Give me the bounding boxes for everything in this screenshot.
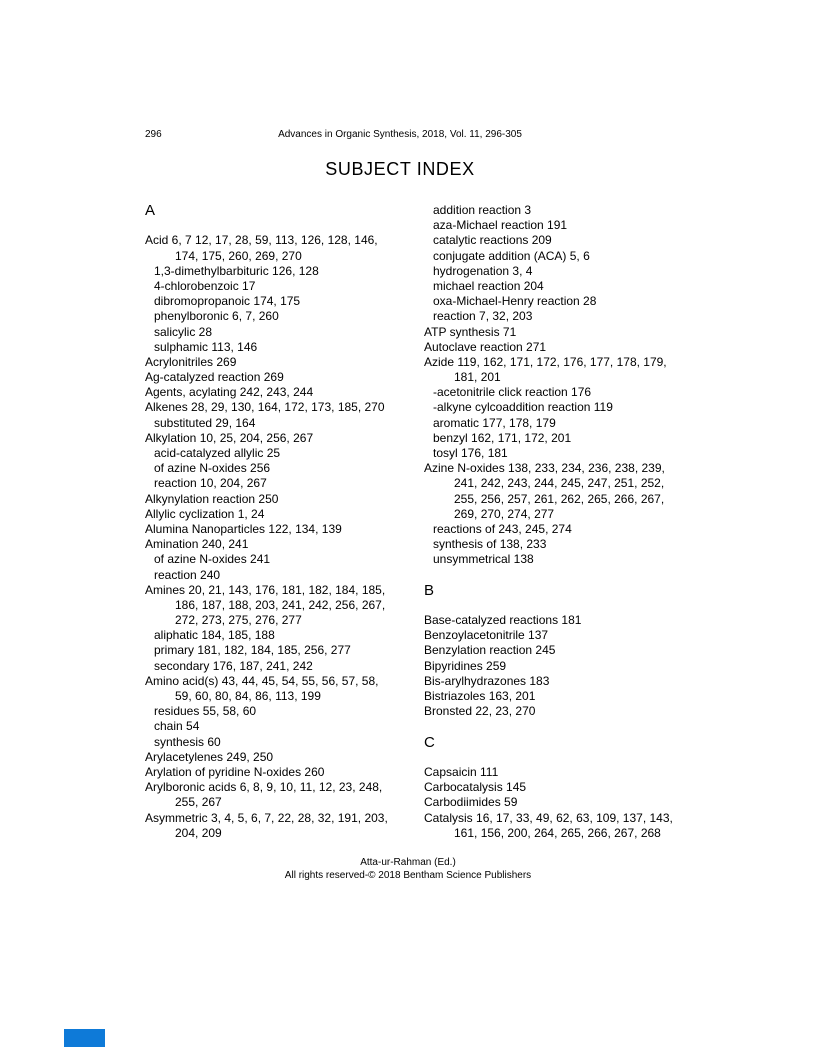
footer-editor: Atta-ur-Rahman (Ed.) xyxy=(360,857,456,868)
index-entry-line: synthesis of 138, 233 xyxy=(433,537,547,552)
index-entry-line: Acid 6, 7 12, 17, 28, 59, 113, 126, 128, 146, xyxy=(145,233,378,248)
spacer-line xyxy=(424,719,706,734)
page-footer xyxy=(0,856,816,882)
index-entry-line: salicylic 28 xyxy=(154,324,213,339)
index-entry-line: 174, 175, 260, 269, 270 xyxy=(175,248,302,263)
index-entry-line: Carbodiimides 59 xyxy=(424,795,518,810)
index-entry-line: Bronsted 22, 23, 270 xyxy=(424,704,536,719)
index-column-right xyxy=(424,203,706,841)
index-entry-line: Bipyridines 259 xyxy=(424,658,507,673)
spacer-line xyxy=(424,598,706,613)
index-entry-line: Benzoylacetonitrile 137 xyxy=(424,628,549,643)
index-entry-line: 4-chlorobenzoic 17 xyxy=(154,278,256,293)
spacer-line xyxy=(424,750,706,765)
index-entry-line: ATP synthesis 71 xyxy=(424,324,517,339)
index-entry-line: unsymmetrical 138 xyxy=(433,552,534,567)
index-entry-line: reaction 10, 204, 267 xyxy=(154,476,267,491)
spacer-line xyxy=(424,568,706,583)
index-entry-line: secondary 176, 187, 241, 242 xyxy=(154,658,313,673)
index-entry-line: Asymmetric 3, 4, 5, 6, 7, 22, 28, 32, 191, 203, xyxy=(145,810,388,825)
index-entry-line: 269, 270, 274, 277 xyxy=(454,506,555,521)
running-header xyxy=(0,128,800,142)
index-entry-line: reactions of 243, 245, 274 xyxy=(433,521,572,536)
index-entry-line: Amination 240, 241 xyxy=(145,537,249,552)
index-entry-line: aza-Michael reaction 191 xyxy=(433,218,568,233)
index-entry-line: reaction 7, 32, 203 xyxy=(433,309,533,324)
index-entry-line: of azine N-oxides 256 xyxy=(154,461,271,476)
index-entry-line: phenylboronic 6, 7, 260 xyxy=(154,309,279,324)
index-entry-line: Agents, acylating 242, 243, 244 xyxy=(145,385,314,400)
index-entry-line: 272, 273, 275, 276, 277 xyxy=(175,613,302,628)
index-entry-line: primary 181, 182, 184, 185, 256, 277 xyxy=(154,643,351,658)
index-entry-line: Allylic cyclization 1, 24 xyxy=(145,506,265,521)
index-entry-line: 255, 256, 257, 261, 262, 265, 266, 267, xyxy=(454,491,665,506)
page-title: SUBJECT INDEX xyxy=(325,159,475,179)
running-title: Advances in Organic Synthesis, 2018, Vol. 11, 296-305 xyxy=(278,129,522,140)
index-entry-line: Amines 20, 21, 143, 176, 181, 182, 184, 185, xyxy=(145,582,386,597)
index-column-left xyxy=(145,203,431,841)
index-entry-line: 161, 156, 200, 264, 265, 266, 267, 268 xyxy=(454,825,661,840)
index-entry-line: residues 55, 58, 60 xyxy=(154,704,257,719)
index-entry-line: Arylacetylenes 249, 250 xyxy=(145,749,274,764)
index-entry-line: acid-catalyzed allylic 25 xyxy=(154,446,281,460)
index-entry-line: Alkylation 10, 25, 204, 256, 267 xyxy=(145,430,314,445)
index-entry-line: Arylation of pyridine N-oxides 260 xyxy=(145,764,325,779)
index-entry-line: addition reaction 3 xyxy=(433,203,532,217)
index-entry-line: -acetonitrile click reaction 176 xyxy=(433,385,592,400)
index-entry-line: tosyl 176, 181 xyxy=(433,446,508,460)
section-letter: A xyxy=(145,202,156,219)
index-entry-line: Azide 119, 162, 171, 172, 176, 177, 178, 179, xyxy=(424,354,667,369)
index-entry-line: 181, 201 xyxy=(454,370,501,385)
index-entry-line: Autoclave reaction 271 xyxy=(424,339,547,354)
index-entry-line: reaction 240 xyxy=(154,567,221,582)
index-entry-line: dibromopropanoic 174, 175 xyxy=(154,294,301,309)
index-entry-line: michael reaction 204 xyxy=(433,278,544,293)
index-entry-line: Bistriazoles 163, 201 xyxy=(424,689,536,703)
index-entry-line: Catalysis 16, 17, 33, 49, 62, 63, 109, 137, 143, xyxy=(424,810,673,825)
index-entry-line: Carbocatalysis 145 xyxy=(424,780,527,795)
index-entry-line: 1,3-dimethylbarbituric 126, 128 xyxy=(154,263,319,278)
index-entry-line: aromatic 177, 178, 179 xyxy=(433,415,556,430)
spacer-line xyxy=(145,218,431,233)
footer-copyright: All rights reserved-© 2018 Bentham Science Publishers xyxy=(284,870,532,881)
index-entry-line: sulphamic 113, 146 xyxy=(154,339,258,354)
index-entry-line: Amino acid(s) 43, 44, 45, 54, 55, 56, 57, 58, xyxy=(145,673,379,688)
index-entry-line: 255, 267 xyxy=(175,795,222,810)
index-entry-line: substituted 29, 164 xyxy=(154,415,256,430)
index-entry-line: chain 54 xyxy=(154,719,200,734)
index-entry-line: catalytic reactions 209 xyxy=(433,233,552,248)
index-entry-line: Alumina Nanoparticles 122, 134, 139 xyxy=(145,521,342,536)
index-entry-line: Acrylonitriles 269 xyxy=(145,354,237,369)
index-entry-line: hydrogenation 3, 4 xyxy=(433,263,533,278)
index-entry-line: Benzylation reaction 245 xyxy=(424,643,556,658)
index-entry-line: Alkenes 28, 29, 130, 164, 172, 173, 185, 270 xyxy=(145,400,385,415)
index-entry-line: benzyl 162, 171, 172, 201 xyxy=(433,430,572,445)
index-entry-line: aliphatic 184, 185, 188 xyxy=(154,628,275,643)
index-entry-line: Capsaicin 111 xyxy=(424,764,499,779)
index-entry-line: 241, 242, 243, 244, 245, 247, 251, 252, xyxy=(454,476,665,491)
index-entry-line: of azine N-oxides 241 xyxy=(154,552,271,567)
index-entry-line: Azine N-oxides 138, 233, 234, 236, 238, 239, xyxy=(424,461,665,476)
index-entry-line: Arylboronic acids 6, 8, 9, 10, 11, 12, 23, 248, xyxy=(145,780,383,795)
index-entry-line: Ag-catalyzed reaction 269 xyxy=(145,370,284,385)
page-number: 296 xyxy=(145,129,162,140)
section-letter: C xyxy=(424,733,435,751)
index-entry-line: 204, 209 xyxy=(175,825,222,840)
index-entry-line: 59, 60, 80, 84, 86, 113, 199 xyxy=(175,689,321,703)
index-entry-line: oxa-Michael-Henry reaction 28 xyxy=(433,294,597,309)
index-entry-line: -alkyne cylcoaddition reaction 119 xyxy=(433,400,613,415)
index-entry-line: Base-catalyzed reactions 181 xyxy=(424,613,582,628)
link-annotation-box[interactable] xyxy=(64,1029,105,1047)
index-entry-line: synthesis 60 xyxy=(154,734,221,749)
index-entry-line: Bis-arylhydrazones 183 xyxy=(424,673,550,688)
index-entry-line: conjugate addition (ACA) 5, 6 xyxy=(433,248,590,263)
section-letter: B xyxy=(424,581,435,599)
index-entry-line: 186, 187, 188, 203, 241, 242, 256, 267, xyxy=(175,597,386,612)
index-entry-line: Alkynylation reaction 250 xyxy=(145,491,279,506)
